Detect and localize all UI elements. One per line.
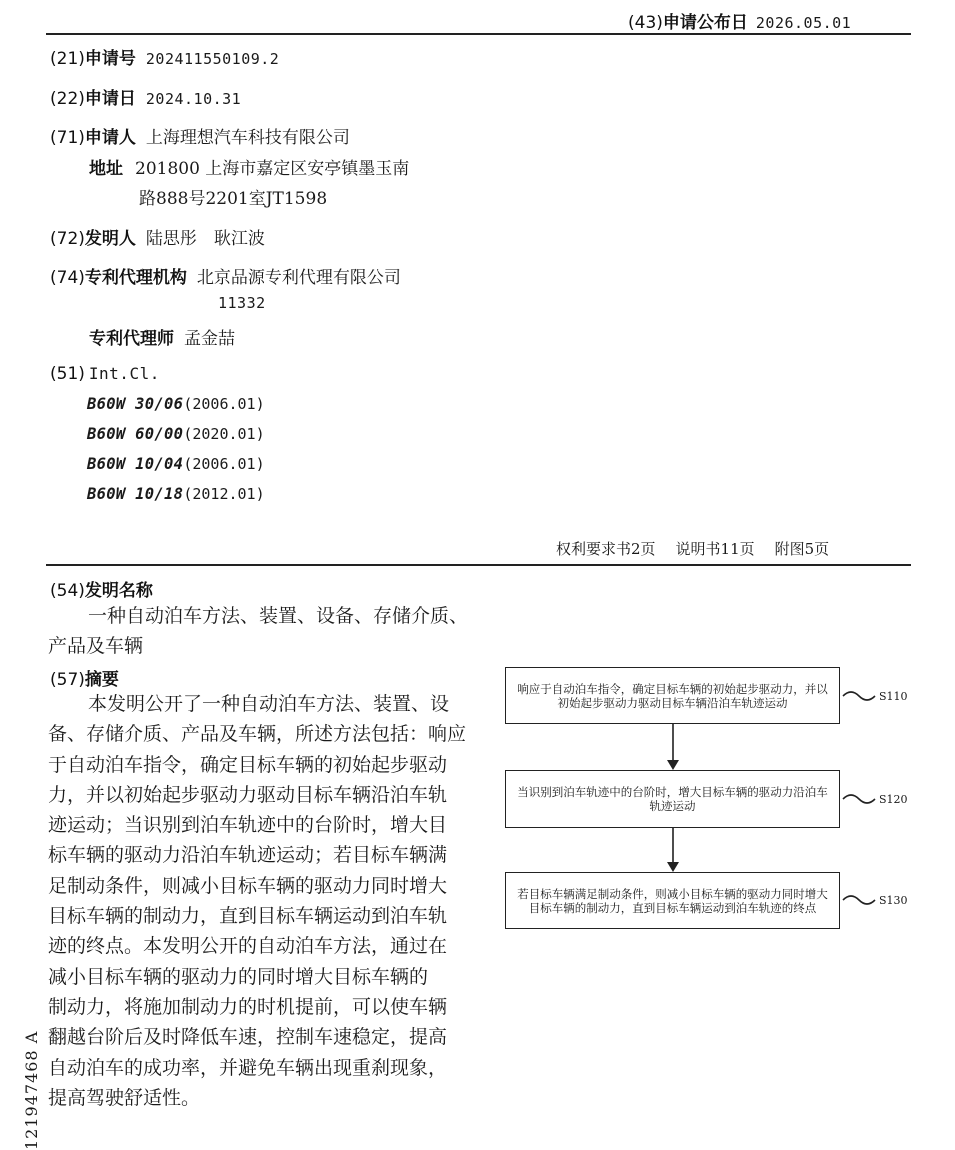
flow-step-s130: 若目标车辆满足制动条件，则减小目标车辆的驱动力同时增大目标车辆的制动力，直到目标车辆运动到泊车轨迹的终点 — [505, 872, 840, 929]
class-year: (2006.01) — [183, 455, 265, 473]
abstract-line: 提高驾驶舒适性。 — [48, 1086, 201, 1109]
agency-number-value: 11332 — [218, 294, 266, 312]
step-label-s110: S110 — [879, 690, 908, 703]
field-label: 发明人 — [84, 229, 136, 249]
agent-value: 孟金喆 — [184, 329, 235, 349]
class-year: (2006.01) — [183, 395, 265, 413]
flow-step-s120: 当识别到泊车轨迹中的台阶时，增大目标车辆的驱动力沿泊车轨迹运动 — [505, 770, 840, 828]
field-code: (22) — [50, 89, 85, 109]
field-label: 专利代理师 — [89, 329, 174, 349]
class-code: B60W 10/04 — [87, 455, 184, 473]
arrow-head — [667, 760, 679, 770]
drawings-pages: 附图5页 — [774, 540, 830, 558]
leader-squiggle — [843, 896, 875, 904]
abstract-line: 迹的终点。本发明公开的自动泊车方法，通过在 — [48, 935, 448, 958]
pub-date-value: 2026.05.01 — [755, 14, 852, 32]
field-label: 申请号 — [84, 49, 136, 69]
invention-title-line-1: 一种自动泊车方法、装置、设备、存储介质、 — [88, 605, 469, 627]
class-code: B60W 10/18 — [87, 485, 184, 503]
abstract-line: 足制动条件，则减小目标车辆的驱动力同时增大 — [48, 874, 448, 897]
pub-date-code: (43) — [628, 13, 663, 33]
abstract-line: 本发明公开了一种自动泊车方法、装置、设 — [88, 693, 450, 715]
field-label: Int.Cl. — [88, 364, 160, 383]
description-pages: 说明书11页 — [675, 540, 755, 558]
address-line-1: 201800 上海市嘉定区安亭镇墨玉南 — [135, 159, 410, 179]
abstract-line: 力，并以初始起步驱动力驱动目标车辆沿泊车轨 — [48, 783, 448, 806]
abstract-line: 减小目标车辆的驱动力的同时增大目标车辆的 — [48, 965, 429, 988]
field-label: 发明名称 — [84, 581, 153, 601]
field-label: 摘要 — [84, 670, 119, 690]
abstract-line: 于自动泊车指令，确定目标车辆的初始起步驱动 — [48, 753, 448, 776]
inventors-value: 陆思彤 耿江波 — [145, 229, 265, 249]
address-line-2: 路888号2201室JT1598 — [139, 189, 328, 209]
flow-step-s110: 响应于自动泊车指令，确定目标车辆的初始起步驱动力，并以初始起步驱动力驱动目标车辆沿泊车轨迹运动 — [505, 667, 840, 724]
application-number-value: 202411550109.2 — [145, 50, 280, 68]
arrow-head — [667, 862, 679, 872]
class-code: B60W 60/00 — [87, 425, 184, 443]
field-code: (72) — [50, 229, 85, 249]
step-label-s130: S130 — [879, 894, 908, 907]
side-publication-number: 121947468 A — [22, 1030, 41, 1150]
leader-squiggle — [843, 795, 875, 803]
claims-pages: 权利要求书2页 — [556, 540, 656, 558]
field-code: (57) — [50, 670, 85, 690]
leader-squiggle — [843, 692, 875, 700]
field-label: 申请日 — [84, 89, 136, 109]
class-year: (2012.01) — [183, 485, 265, 503]
pub-date-label: 申请公布日 — [662, 13, 748, 33]
abstract-line: 备、存储介质、产品及车辆，所述方法包括：响应 — [48, 723, 467, 746]
field-code: (51) — [50, 364, 85, 384]
field-code: (54) — [50, 581, 85, 601]
class-year: (2020.01) — [183, 425, 265, 443]
field-code: (74) — [50, 268, 85, 288]
step-label-s120: S120 — [879, 793, 908, 806]
invention-title-line-2: 产品及车辆 — [48, 635, 144, 657]
field-label: 专利代理机构 — [84, 268, 187, 288]
field-label: 申请人 — [84, 128, 136, 148]
abstract-line: 翻越台阶后及时降低车速，控制车速稳定，提高 — [48, 1026, 448, 1049]
class-code: B60W 30/06 — [87, 395, 184, 413]
application-date-value: 2024.10.31 — [145, 90, 242, 108]
field-code: (71) — [50, 128, 85, 148]
field-code: (21) — [50, 49, 85, 69]
agency-value: 北京品源专利代理有限公司 — [196, 268, 401, 288]
abstract-line: 制动力，将施加制动力的时机提前，可以使车辆 — [48, 995, 448, 1018]
applicant-value: 上海理想汽车科技有限公司 — [145, 128, 350, 148]
field-label: 地址 — [89, 159, 123, 179]
abstract-line: 标车辆的驱动力沿泊车轨迹运动；若目标车辆满 — [48, 844, 448, 867]
abstract-line: 迹运动；当识别到泊车轨迹中的台阶时，增大目 — [48, 814, 448, 837]
abstract-line: 自动泊车的成功率，并避免车辆出现重刹现象， — [48, 1056, 448, 1079]
abstract-line: 目标车辆的制动力，直到目标车辆运动到泊车轨 — [48, 905, 448, 928]
